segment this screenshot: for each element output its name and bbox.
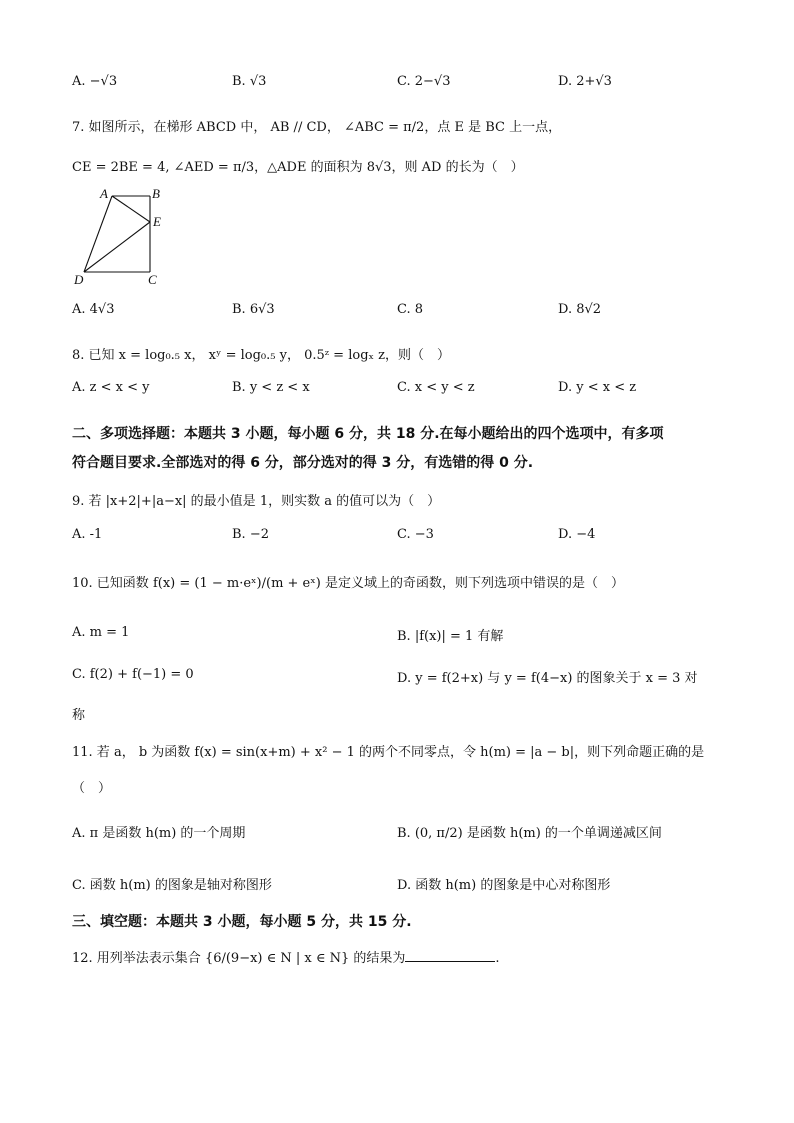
q10-stem: 10. 已知函数 f(x) = (1 − m·eˣ)/(m + eˣ) 是定义域上的奇函数，则下列选项中错误的是（ ） bbox=[72, 576, 624, 591]
q8-option-d: D. y < x < z bbox=[558, 380, 637, 395]
q6-option-b: B. √3 bbox=[232, 74, 267, 89]
q7-option-b: B. 6√3 bbox=[232, 302, 275, 317]
q10-option-a: A. m = 1 bbox=[72, 625, 130, 640]
q11-option-d: D. 函数 h(m) 的图象是中心对称图形 bbox=[397, 878, 611, 893]
q9-option-b: B. −2 bbox=[232, 527, 269, 542]
label-e: E bbox=[153, 214, 161, 229]
q10-option-c: C. f(2) + f(−1) = 0 bbox=[72, 667, 194, 682]
section2-heading-line1: 二、多项选择题：本题共 3 小题，每小题 6 分，共 18 分.在每小题给出的四个选项中，有多项 bbox=[72, 426, 664, 442]
q11-stem-line2: （ ） bbox=[72, 781, 112, 796]
q12-text: 12. 用列举法表示集合 {6/(9−x) ∈ N | x ∈ N} 的结果为 bbox=[72, 951, 406, 966]
q11-stem-line1: 11. 若 a， b 为函数 f(x) = sin(x+m) + x² − 1 的两个不同零点，令 h(m) = |a − b|，则下列命题正确的是 bbox=[72, 745, 705, 760]
q9-option-d: D. −4 bbox=[558, 527, 596, 542]
q7-option-d: D. 8√2 bbox=[558, 302, 602, 317]
q9-option-c: C. −3 bbox=[397, 527, 434, 542]
q7-stem-line2: CE = 2BE = 4, ∠AED = π/3，△ADE 的面积为 8√3，则 AD 的长为（ ） bbox=[72, 160, 524, 175]
q11-option-a: A. π 是函数 h(m) 的一个周期 bbox=[72, 826, 246, 841]
q7-option-c: C. 8 bbox=[397, 302, 424, 317]
q9-option-a: A. -1 bbox=[72, 527, 103, 542]
section2-heading-line2: 符合题目要求.全部选对的得 6 分，部分选对的得 3 分，有选错的得 0 分. bbox=[72, 455, 534, 471]
q8-option-c: C. x < y < z bbox=[397, 380, 475, 395]
q8-stem: 8. 已知 x = log₀.₅ x， xʸ = log₀.₅ y， 0.5ᶻ = logₓ z，则（ ） bbox=[72, 348, 451, 363]
label-a: A bbox=[100, 186, 108, 201]
section3-heading: 三、填空题：本题共 3 小题，每小题 5 分，共 15 分. bbox=[72, 914, 412, 930]
q12-answer-blank[interactable] bbox=[405, 949, 495, 962]
q10-option-d: D. y = f(2+x) 与 y = f(4−x) 的图象关于 x = 3 对 bbox=[397, 671, 698, 686]
label-b: B bbox=[152, 186, 160, 201]
trapezoid-figure bbox=[72, 184, 172, 288]
q7-stem-line1: 7. 如图所示，在梯形 ABCD 中， AB // CD， ∠ABC = π/2，点 E 是 BC 上一点， bbox=[72, 120, 562, 135]
q9-stem: 9. 若 |x+2|+|a−x| 的最小值是 1，则实数 a 的值可以为（ ） bbox=[72, 494, 441, 509]
q12-end: . bbox=[495, 951, 500, 966]
q10-option-d-continuation: 称 bbox=[72, 708, 86, 723]
q6-option-c: C. 2−√3 bbox=[397, 74, 451, 89]
q11-option-c: C. 函数 h(m) 的图象是轴对称图形 bbox=[72, 878, 272, 893]
q12-stem bbox=[72, 947, 500, 966]
q6-option-d: D. 2+√3 bbox=[558, 74, 612, 89]
label-c: C bbox=[148, 272, 157, 287]
q8-option-a: A. z < x < y bbox=[72, 380, 150, 395]
q11-option-b: B. (0, π/2) 是函数 h(m) 的一个单调递减区间 bbox=[397, 826, 662, 841]
q6-option-a: A. −√3 bbox=[72, 74, 118, 89]
q7-option-a: A. 4√3 bbox=[72, 302, 115, 317]
q10-option-b: B. |f(x)| = 1 有解 bbox=[397, 629, 504, 644]
q8-option-b: B. y < z < x bbox=[232, 380, 310, 395]
label-d: D bbox=[74, 272, 84, 287]
